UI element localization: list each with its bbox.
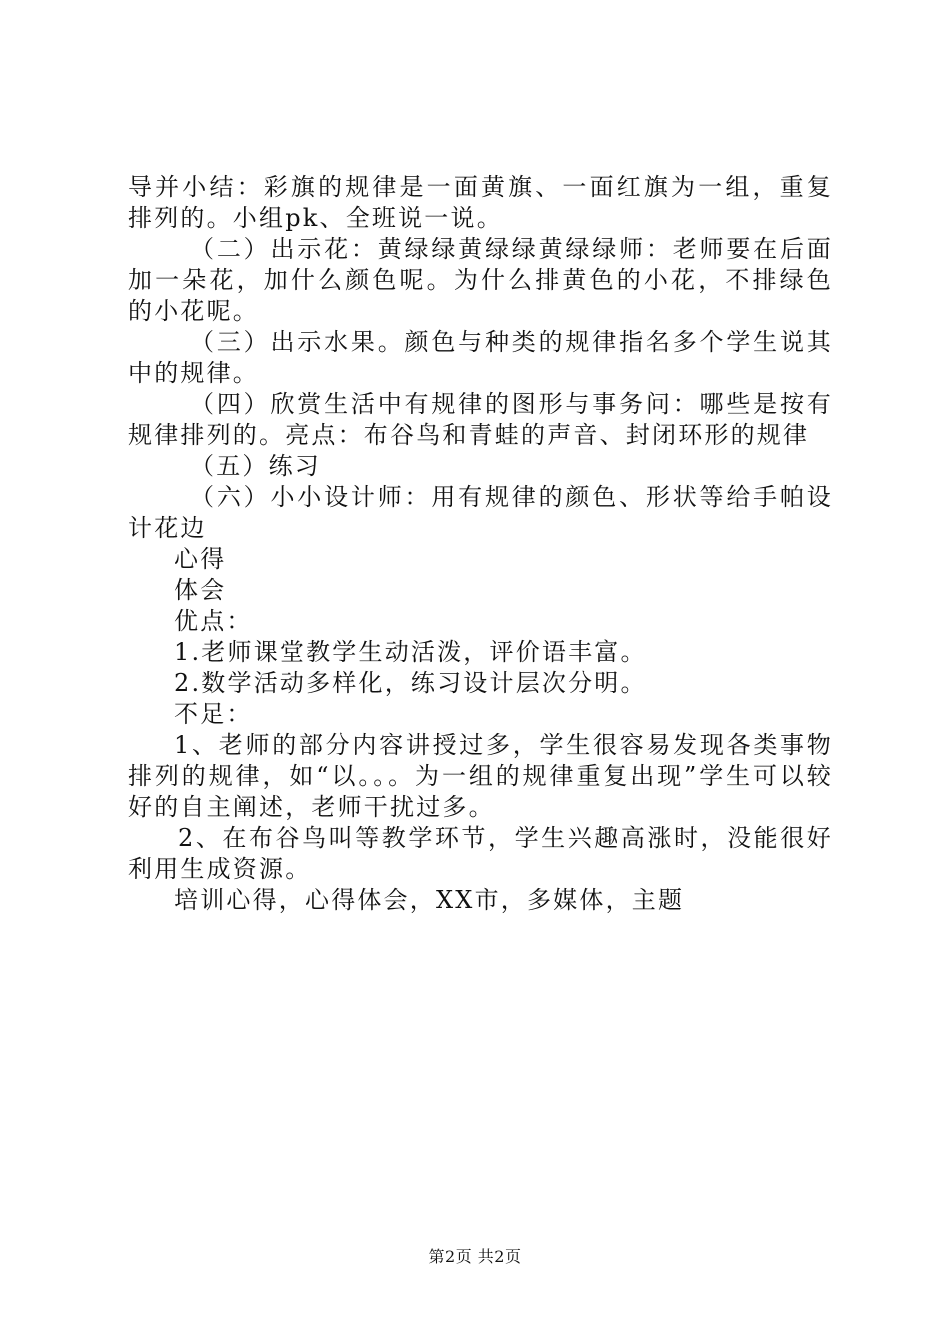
advantage-item-2: 2.数学活动多样化，练习设计层次分明。 [174, 669, 647, 697]
fruit-activity-paragraph: （三）出示水果。颜色与种类的规律指名多个学生说其中的规律。 [128, 328, 833, 387]
exercise-paragraph: （五）练习 [190, 452, 321, 480]
heading-tihui: 体会 [174, 576, 227, 604]
shortcoming-item-1: 1、老师的部分内容讲授过多，学生很容易发现各类事物排列的规律，如“以。。。为一组的规律重复出现”学生可以较好的自主阐述，老师干扰过多。 [128, 731, 833, 821]
flower-activity-paragraph: （二）出示花：黄绿绿黄绿绿黄绿绿师：老师要在后面加一朵花，加什么颜色呢。为什么排黄色的小花，不排绿色的小花呢。 [128, 235, 833, 325]
keywords-line: 培训心得，心得体会，XX市，多媒体，主题 [174, 886, 685, 914]
heading-advantages: 优点： [174, 607, 253, 635]
designer-paragraph: （六）小小设计师：用有规律的颜色、形状等给手帕设计花边 [128, 483, 833, 542]
heading-xinde: 心得 [174, 545, 227, 573]
document-body [128, 172, 833, 916]
page-footer: 第2页 共2页 [428, 1247, 522, 1266]
shortcoming-item-2: 2、在布谷鸟叫等教学环节，学生兴趣高涨时，没能很好利用生成资源。 [128, 824, 833, 883]
summary-paragraph: 导并小结：彩旗的规律是一面黄旗、一面红旗为一组，重复排列的。小组pk、全班说一说。 [128, 173, 833, 232]
appreciation-paragraph: （四）欣赏生活中有规律的图形与事务问：哪些是按有规律排列的。亮点：布谷鸟和青蛙的声音、封闭环形的规律 [128, 390, 833, 449]
heading-shortcomings: 不足： [174, 700, 253, 728]
advantage-item-1: 1.老师课堂教学生动活泼，评价语丰富。 [174, 638, 647, 666]
